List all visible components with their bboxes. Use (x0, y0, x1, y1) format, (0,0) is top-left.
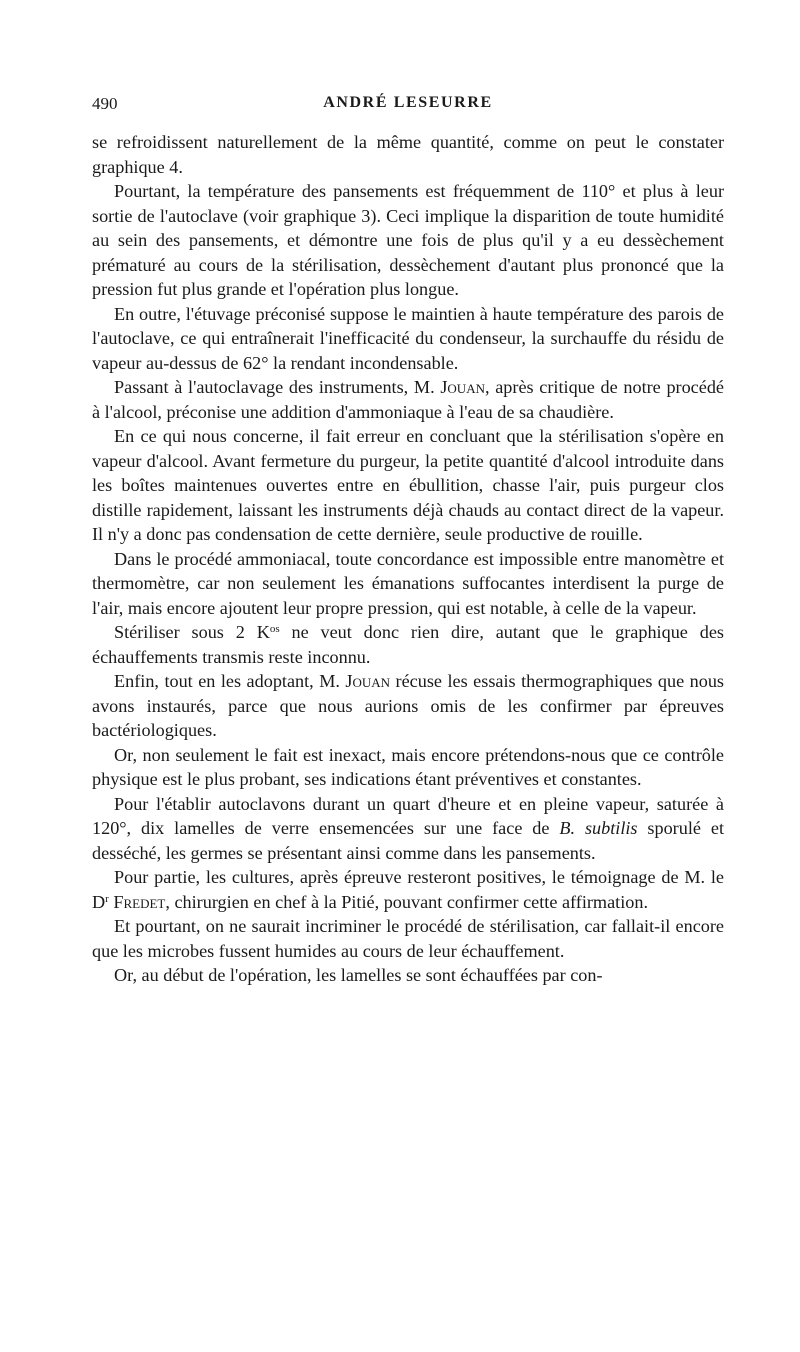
author-name-jouan: Jouan (440, 377, 485, 397)
paragraph-8-text-end: récuse les essais thermographiques que nous avons instaurés, parce que nous aurions omis de les confirmer par épreuves bactériologiques. (92, 671, 724, 740)
paragraph-10-text-end: sporulé et desséché, les germes se présentant ainsi comme dans les pansements. (92, 818, 724, 863)
author-name-fredet: Fredet (113, 891, 166, 912)
species-name: B. subtilis (559, 818, 638, 838)
paragraph-5: En ce qui nous concerne, il fait erreur en concluant que la stérilisation s'opère en vapeur d'alcool. Avant fermeture du purgeur, la petite quantité d'alcool introduite dans les boîtes maintenues ouvertes entre en ébullition, chasse l'air, puis purgeur clos distille rapidement, laissant les instruments déjà chauds au contact direct de la vapeur. Il n'y a donc pas condensation de cette dernière, seule productive de rouille. (92, 426, 724, 544)
paragraph-1: se refroidissent naturellement de la même quantité, comme on peut le constater graphique 4. (92, 132, 724, 177)
page-number: 490 (92, 94, 118, 113)
paragraph-9: Or, non seulement le fait est inexact, mais encore prétendons-nous que ce contrôle physique est le plus probant, ses indications étant préventives et constantes. (92, 744, 724, 789)
paragraph-11-text-end: , chirurgien en chef à la Pitié, pouvant confirmer cette affirmation. (165, 891, 648, 912)
paragraph-8-text: Enfin, tout en les adoptant, M. (114, 671, 346, 691)
paragraph-7 (92, 620, 724, 669)
unit-superscript: os (269, 623, 280, 635)
running-head-author: ANDRÉ LESEURRE (323, 94, 493, 111)
paragraph-11 (92, 865, 724, 914)
paragraph-13: Or, au début de l'opération, les lamelles se sont échauffées par con- (114, 965, 603, 985)
paragraph-7-text: Stériliser sous 2 K (114, 622, 270, 642)
paragraph-11-text: Pour partie, les cultures, après épreuve resteront positives, le témoignage de M. le D (92, 867, 724, 912)
paragraph-7-text-end: ne veut donc rien dire, autant que le graphique des échauffements transmis reste inconnu. (92, 622, 724, 667)
paragraph-10-text: Pour l'établir autoclavons durant un quart d'heure et en pleine vapeur, saturée à 120°, dix lamelles de verre ensemencées sur une face de (92, 793, 724, 838)
paragraph-4 (92, 375, 724, 424)
paragraph-10 (92, 792, 724, 866)
paragraph-6: Dans le procédé ammoniacal, toute concordance est impossible entre manomètre et thermomètre, car non seulement les émanations suffocantes interdisent la purge de l'air, mais encore ajoutent leur propre pression, qui est notable, à celle de la vapeur. (92, 548, 724, 618)
author-name-jouan: Jouan (345, 671, 391, 691)
paragraph-4-text: Passant à l'autoclavage des instruments, M. (114, 377, 441, 397)
body-text (92, 130, 724, 988)
paragraph-12: Et pourtant, on ne saurait incriminer le procédé de stérilisation, car fallait-il encore que les microbes fussent humides au cours de leur échauffement. (92, 916, 724, 961)
title-superscript: r (105, 892, 109, 905)
paragraph-4-text-end: , après critique de notre procédé à l'alcool, préconise une addition d'ammoniaque à l'eau de sa chaudière. (92, 377, 724, 422)
paragraph-3: En outre, l'étuvage préconisé suppose le maintien à haute température des parois de l'autoclave, ce qui entraînerait l'inefficacité du condenseur, la surchauffe du résidu de vapeur au-dessus de 62° la rendant incondensable. (92, 303, 724, 373)
paragraph-2: Pourtant, la température des pansements est fréquemment de 110° et plus à leur sortie de l'autoclave (voir graphique 3). Ceci implique la disparition de toute humidité au sein des pansements, et démontre une fois de plus qu'il y a eu dessèchement prématuré au cours de la stérilisation, dessèchement d'autant plus prononcé que la pression fut plus grande et l'opération plus longue. (92, 181, 724, 299)
running-head (92, 94, 724, 124)
book-page (92, 94, 724, 988)
paragraph-8 (92, 669, 724, 743)
